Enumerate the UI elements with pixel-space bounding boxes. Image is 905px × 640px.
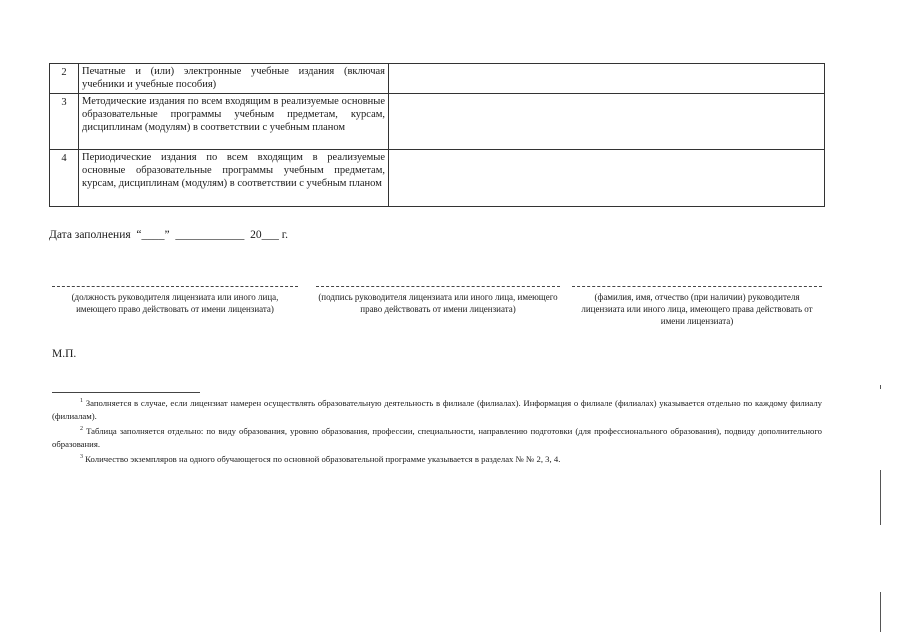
- signature-line: [316, 286, 560, 287]
- footnote: [52, 451, 822, 466]
- full-name-line: [572, 286, 822, 287]
- table-row: [50, 150, 825, 207]
- table-row: [50, 64, 825, 94]
- footnotes: [52, 395, 822, 466]
- row-description: Периодические издания по всем входящим в реализуемые основные образовательные программы учебным предметам, курсам, дисциплинам (модулям) в соответствии с учебным планом: [79, 150, 389, 207]
- full-name-signature-block: [572, 286, 822, 327]
- table-row: [50, 94, 825, 150]
- row-value-cell: [389, 150, 825, 207]
- footnote-mark: 3: [80, 453, 83, 460]
- footnote-mark: 2: [80, 425, 83, 432]
- scan-mark: [880, 470, 881, 525]
- footnote-text: Количество экземпляров на одного обучающегося по основной образовательной программе указывается в разделах № № 2, 3, 4.: [85, 453, 561, 464]
- row-description: Печатные и (или) электронные учебные издания (включая учебники и учебные пособия): [79, 64, 389, 94]
- row-description: Методические издания по всем входящим в реализуемые основные образовательные программы учебным предметам, курсам, дисциплинам (модулям) в соответствии с учебным планом: [79, 94, 389, 150]
- row-number: 4: [50, 150, 79, 207]
- footnote: [52, 423, 822, 451]
- position-line: [52, 286, 298, 287]
- signature-caption: (подпись руководителя лицензиата или иного лица, имеющего право действовать от имени лицензиата): [318, 292, 558, 314]
- position-signature-block: [52, 286, 298, 315]
- scan-mark: [880, 592, 881, 632]
- footnote-rule: [52, 392, 200, 393]
- footnote-text: Заполняется в случае, если лицензиат намерен осуществлять образовательную деятельность в филиале (филиалах). Информация о филиале (филиалах) указывается отдельно по каждому филиалу (филиалам).: [52, 397, 822, 421]
- footnote: [52, 395, 822, 423]
- row-value-cell: [389, 64, 825, 94]
- resources-table: [49, 63, 825, 207]
- footnote-text: Таблица заполняется отдельно: по виду образования, уровню образования, профессии, специальности, направлению подготовки (для профессионального образования), подвиду дополнительного образования.: [52, 425, 823, 449]
- row-number: 2: [50, 64, 79, 94]
- fill-date-line: Дата заполнения “____” ____________ 20___ г.: [49, 229, 289, 241]
- row-number: 3: [50, 94, 79, 150]
- footnote-mark: 1: [80, 398, 83, 404]
- signature-block: [316, 286, 560, 315]
- row-value-cell: [389, 94, 825, 150]
- seal-placeholder: М.П.: [52, 348, 77, 360]
- position-caption: (должность руководителя лицензиата или иного лица, имеющего право действовать от имени лицензиата): [71, 292, 279, 314]
- scan-mark: [880, 385, 881, 389]
- full-name-caption: (фамилия, имя, отчество (при наличии) руководителя лицензиата или иного лица, имеющего права действовать от имени лицензиата): [581, 292, 813, 326]
